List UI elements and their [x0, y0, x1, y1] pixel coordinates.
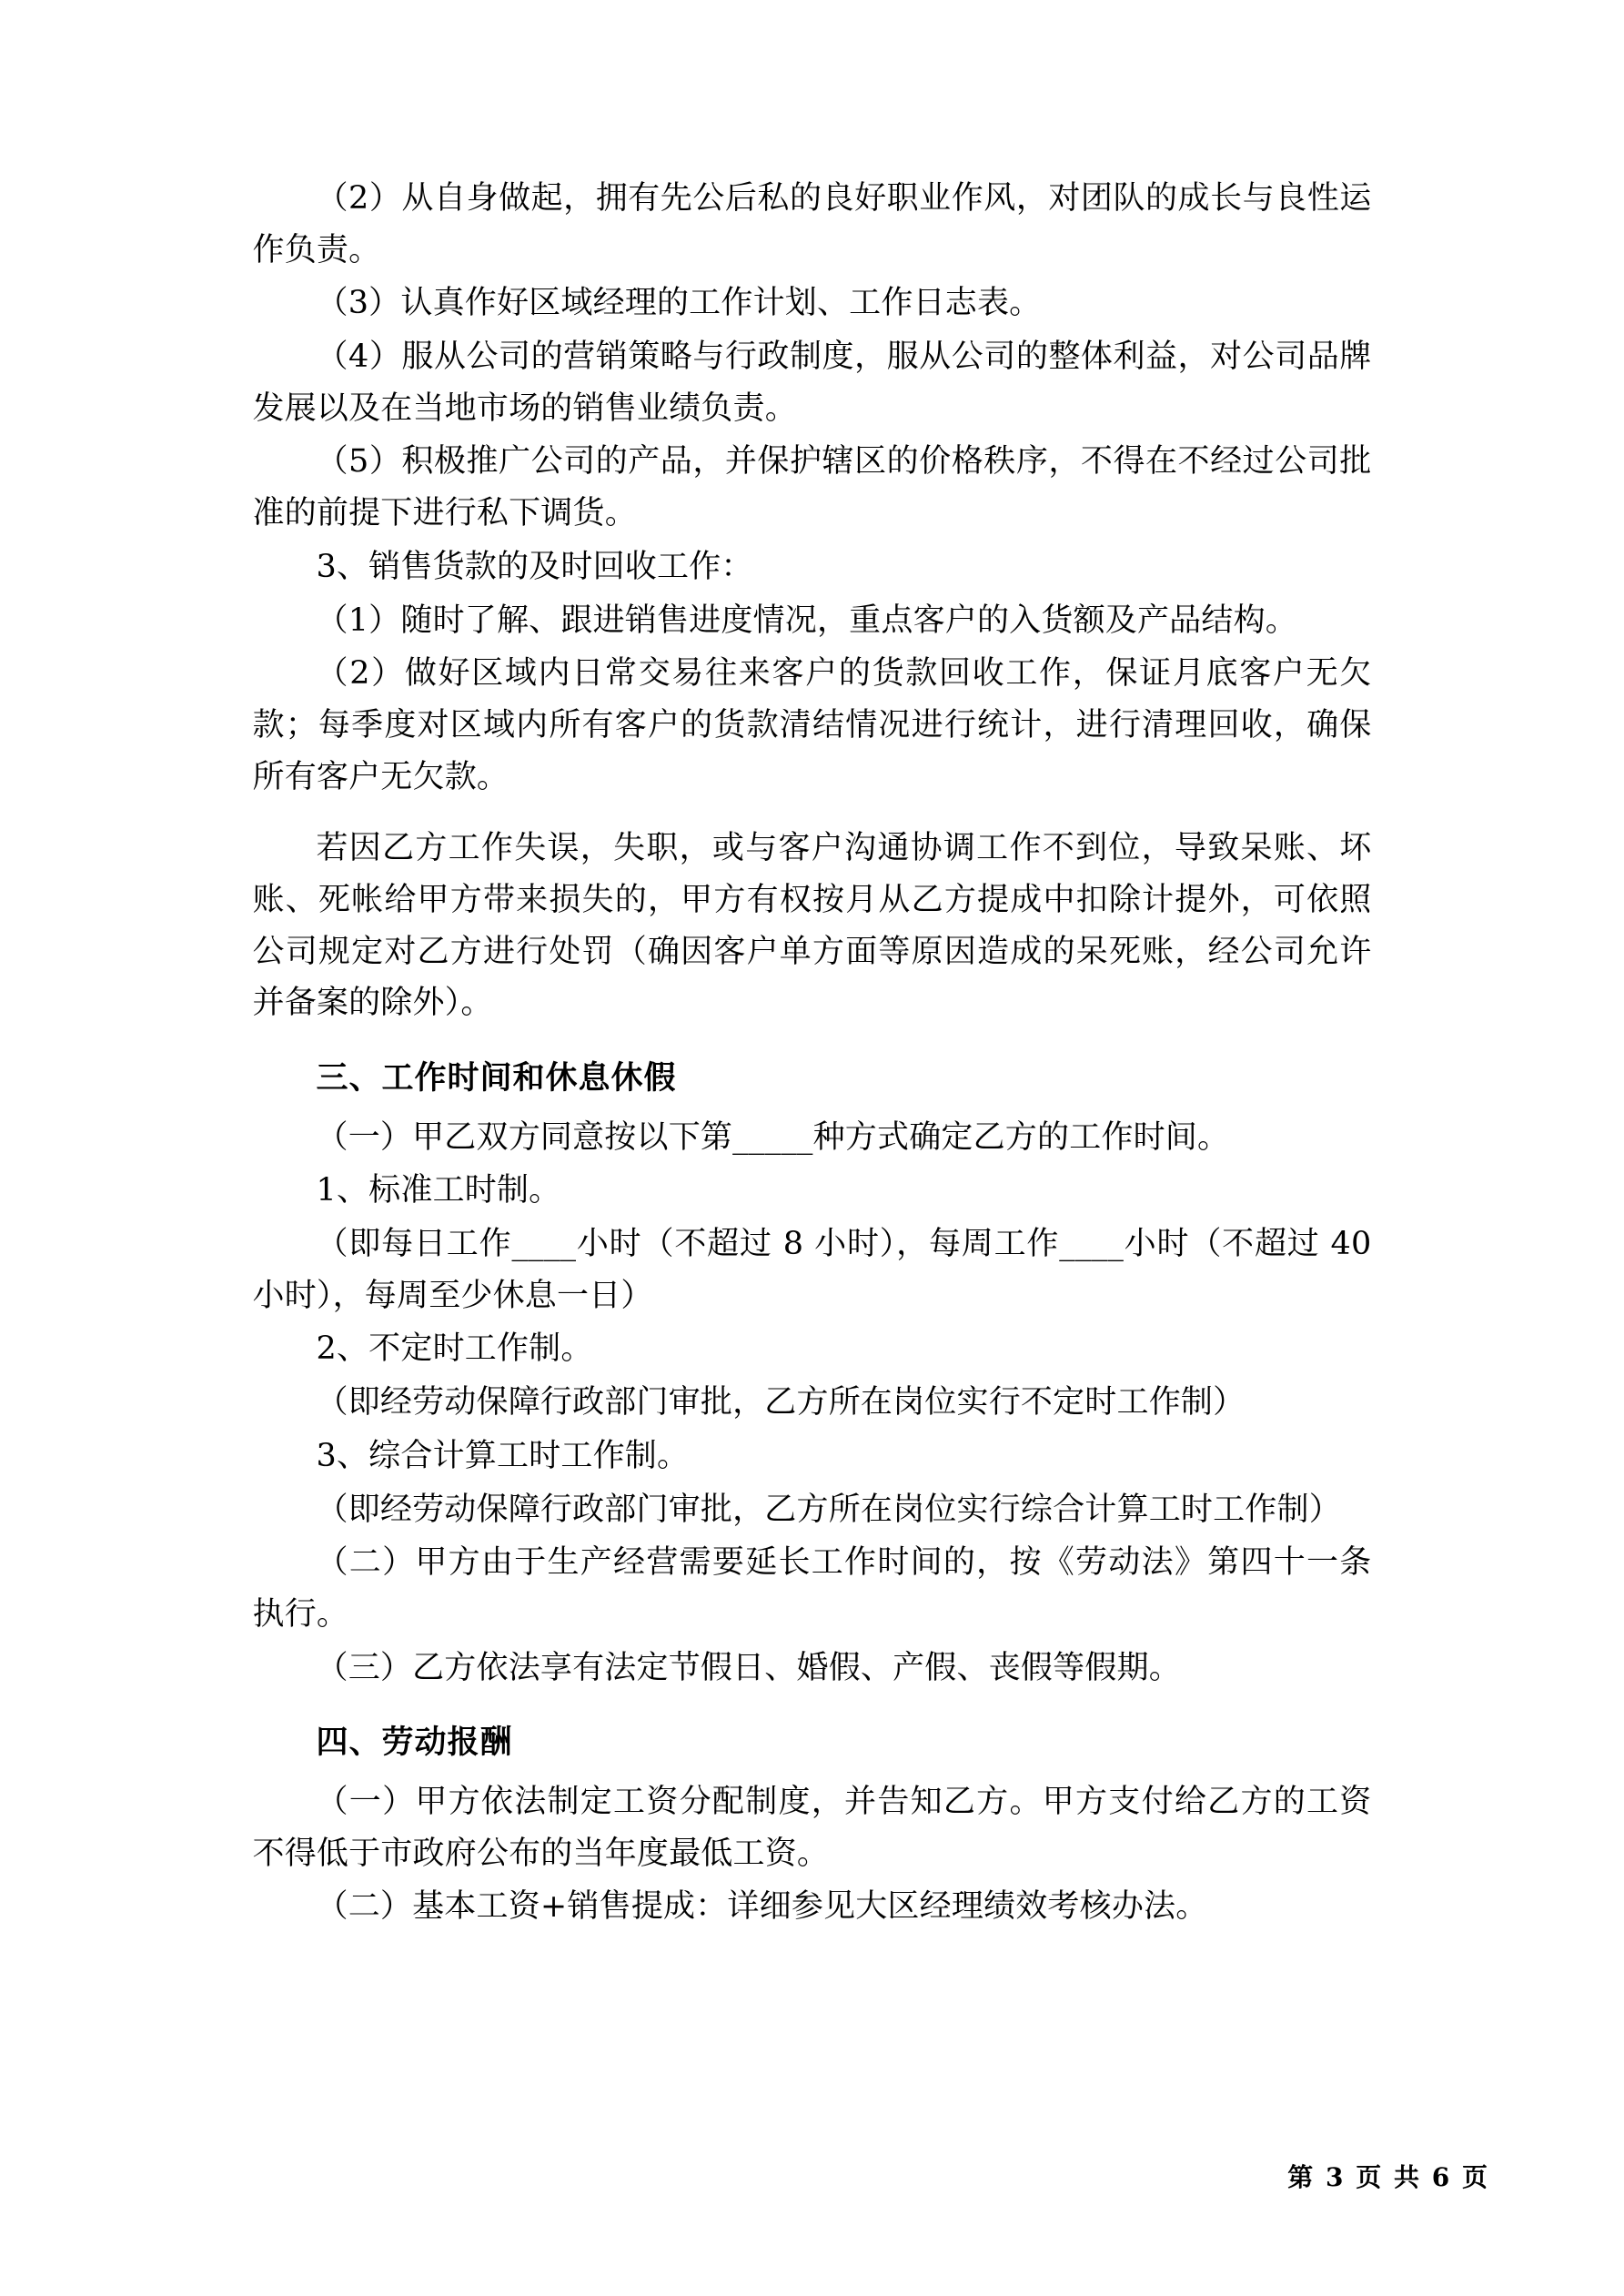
paragraph: （5）积极推广公司的产品，并保护辖区的价格秩序，不得在不经过公司批准的前提下进行私下调货。: [252, 443, 1372, 532]
paragraph: （二）基本工资+销售提成：详细参见大区经理绩效考核办法。: [316, 1888, 1208, 1926]
document-body: [253, 173, 1372, 1933]
paragraph: 2、不定时工作制。: [316, 1330, 593, 1368]
paragraph: （三）乙方依法享有法定节假日、婚假、产假、丧假等假期。: [316, 1649, 1181, 1686]
paragraph: （二）甲方由于生产经营需要延长工作时间的，按《劳动法》第四十一条执行。: [252, 1544, 1372, 1633]
paragraph: （2）做好区域内日常交易往来客户的货款回收工作，保证月底客户无欠款；每季度对区域内所有客户的货款清结情况进行统计，进行清理回收，确保所有客户无欠款。: [252, 655, 1372, 795]
paragraph: （4）服从公司的营销策略与行政制度，服从公司的整体利益，对公司品牌发展以及在当地市场的销售业绩负责。: [252, 339, 1372, 427]
paragraph: 3、综合计算工时工作制。: [316, 1437, 690, 1474]
paragraph: （一）甲方依法制定工资分配制度，并告知乙方。甲方支付给乙方的工资不得低于市政府公布的当年度最低工资。: [252, 1783, 1372, 1872]
paragraph: （即每日工作____小时（不超过 8 小时），每周工作____小时（不超过 40 小时），每周至少休息一日）: [252, 1226, 1372, 1314]
paragraph: 1、标准工时制。: [316, 1172, 561, 1209]
page-footer: 第 3 页 共 6 页: [1287, 2162, 1489, 2192]
section-heading-working-hours: 三、工作时间和休息休假: [316, 1059, 677, 1097]
section-heading-compensation: 四、劳动报酬: [316, 1724, 513, 1762]
paragraph: （即经劳动保障行政部门审批，乙方所在岗位实行综合计算工时工作制）: [316, 1491, 1341, 1528]
paragraph: （3）认真作好区域经理的工作计划、工作日志表。: [316, 285, 1042, 322]
paragraph: 3、销售货款的及时回收工作：: [316, 548, 753, 585]
paragraph: （1）随时了解、跟进销售进度情况，重点客户的入货额及产品结构。: [316, 602, 1297, 639]
paragraph: （即经劳动保障行政部门审批，乙方所在岗位实行不定时工作制）: [316, 1384, 1246, 1421]
paragraph: （一）甲乙双方同意按以下第_____种方式确定乙方的工作时间。: [316, 1118, 1230, 1156]
paragraph: （2）从自身做起，拥有先公后私的良好职业作风，对团队的成长与良性运作负责。: [252, 180, 1372, 268]
paragraph: 若因乙方工作失误，失职，或与客户沟通协调工作不到位，导致呆账、坏账、死帐给甲方带来损失的，甲方有权按月从乙方提成中扣除计提外，可依照公司规定对乙方进行处罚（确因客户单方面等原因造成的呆死账，经公司允许并备案的除外）。: [252, 830, 1372, 1022]
